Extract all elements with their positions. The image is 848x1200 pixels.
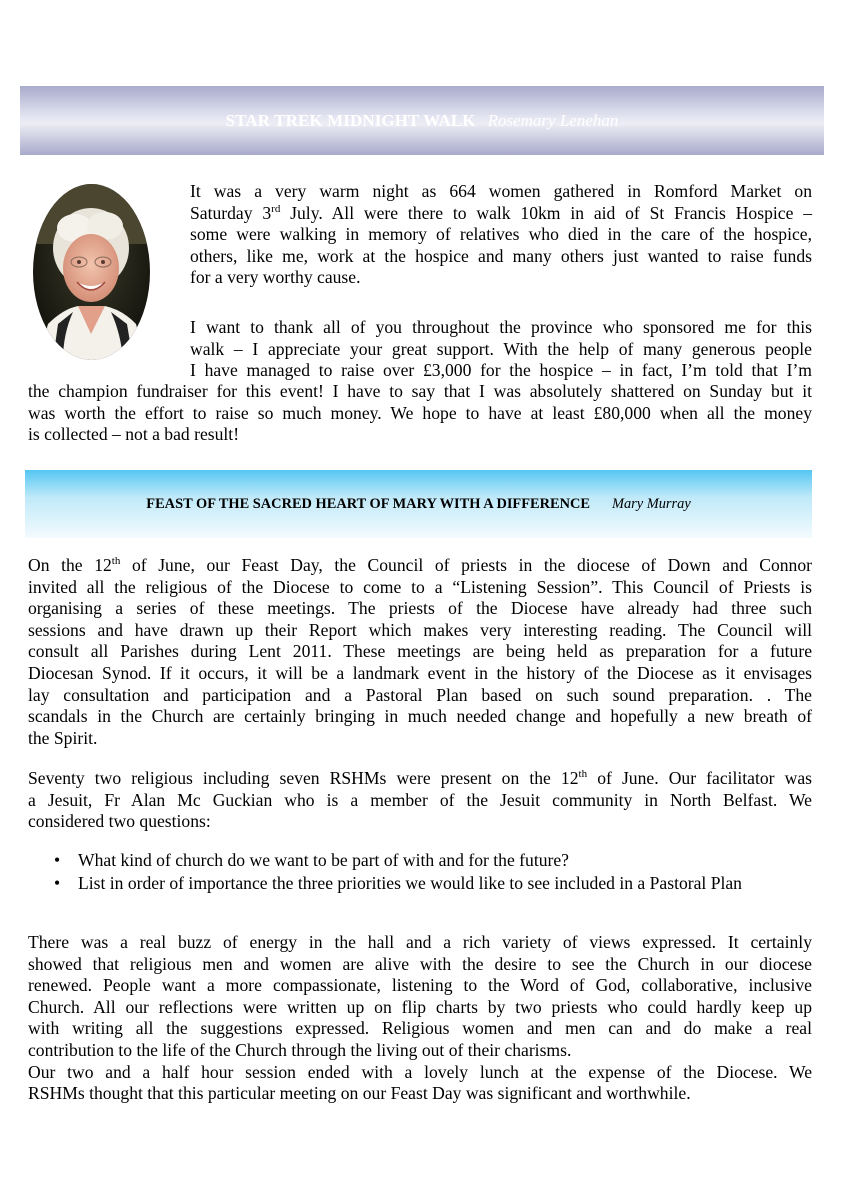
text-line: invited all the religious of the Diocese to come to a “Listening Session”. This Council of Priests is	[28, 576, 812, 597]
text-line: showed that religious men and women are alive with the desire to see the Church in our diocese	[28, 953, 812, 974]
text-fragment: of June, our Feast Day, the Council of priests in the diocese of Down and Connor	[120, 555, 812, 575]
text-line: considered two questions:	[28, 811, 211, 832]
questions-list	[50, 850, 812, 895]
superscript: th	[578, 768, 588, 781]
paragraph-intro	[190, 181, 812, 289]
text-line: is collected – not a bad result!	[28, 424, 240, 445]
text-line: It was a very warm night as 664 women gathered in Romford Market on	[190, 181, 812, 201]
paragraph-feast-day	[28, 555, 812, 749]
list-item	[50, 850, 812, 872]
paragraph-discussion	[28, 932, 812, 1105]
section-banner-star-trek	[20, 86, 824, 155]
list-item-text: List in order of importance the three priorities we would like to see included in a Pastoral Plan	[78, 872, 742, 893]
superscript: th	[111, 555, 121, 568]
text-line: consult all Parishes during Lent 2011. These meetings are being held as preparation for a future	[28, 641, 812, 662]
text-line: was worth the effort to raise so much money. We hope to have at least £80,000 when all the money	[28, 402, 812, 423]
list-item	[50, 873, 778, 895]
text-line: Diocesan Synod. If it occurs, it will be a landmark event in the history of the Diocese as it envisages	[28, 662, 812, 683]
text-line: lay consultation and participation and a Pastoral Plan based on such sound preparation. . The	[28, 684, 812, 705]
text-line: with writing all the suggestions expressed. Religious women and men can and do make a real	[28, 1018, 812, 1039]
text-line	[190, 203, 812, 225]
bullet-icon: •	[54, 872, 61, 893]
text-fragment: July. All were there to walk 10km in aid of St Francis Hospice –	[280, 202, 812, 223]
text-line: for a very worthy cause.	[190, 267, 361, 288]
paragraph-attendance	[28, 768, 812, 833]
text-line	[28, 768, 812, 790]
text-line: the Spirit.	[28, 727, 98, 748]
text-fragment: On the 12	[28, 555, 112, 575]
bullet-icon: •	[54, 850, 61, 870]
section-author: Mary Murray	[611, 495, 691, 512]
text-line: a Jesuit, Fr Alan Mc Guckian who is a member of the Jesuit community in North Belfast. We	[28, 789, 812, 810]
text-line: others, like me, work at the hospice and many others just wanted to raise funds	[190, 245, 812, 266]
text-line: There was a real buzz of energy in the hall and a rich variety of views expressed. It certainly	[28, 932, 812, 952]
text-line: the champion fundraiser for this event! I have to say that I was absolutely shattered on Sunday but it	[28, 381, 812, 401]
text-line: scandals in the Church are certainly bringing in much needed change and hopefully a new breath of	[28, 706, 812, 727]
superscript: rd	[271, 202, 281, 215]
text-line: Church. All our reflections were written up on flip charts by two priests who could hardly keep up	[28, 996, 812, 1017]
text-line: walk – I appreciate your great support. With the help of many generous people	[190, 338, 812, 359]
text-line: organising a series of these meetings. The priests of the Diocese have already had three such	[28, 598, 812, 619]
text-fragment: of June. Our facilitator was	[587, 768, 812, 788]
text-line: sessions and have drawn up their Report which makes very interesting reading. The Council will	[28, 619, 812, 640]
section-title: STAR TREK MIDNIGHT WALK	[225, 110, 476, 130]
text-fragment: Seventy two religious including seven RSHMs were present on the 12	[28, 768, 579, 788]
paragraph-thanks	[190, 317, 812, 382]
text-line: Our two and a half hour session ended with a lovely lunch at the expense of the Diocese. We	[28, 1061, 812, 1082]
text-line: I have managed to raise over £3,000 for the hospice – in fact, I’m told that I’m	[190, 360, 812, 381]
text-line: RSHMs thought that this particular meeting on our Feast Day was significant and worthwhile.	[28, 1083, 691, 1104]
list-item-text: What kind of church do we want to be part of with and for the future?	[78, 850, 569, 870]
text-line: renewed. People want a more compassionate, listening to the Word of God, collaborative, inclusive	[28, 975, 812, 996]
text-fragment: Saturday 3	[190, 202, 272, 223]
portrait-photo	[33, 184, 150, 360]
text-line: I want to thank all of you throughout the province who sponsored me for this	[190, 317, 812, 337]
text-line: contribution to the life of the Church through the living out of their charisms.	[28, 1039, 572, 1060]
paragraph-thanks-continued	[28, 381, 812, 446]
section-title: FEAST OF THE SACRED HEART OF MARY WITH A DIFFERENCE	[146, 495, 590, 512]
section-author: Rosemary Lenehan	[487, 110, 619, 130]
text-line	[28, 555, 812, 577]
text-line: some were walking in memory of relatives who died in the care of the hospice,	[190, 224, 812, 245]
section-banner-feast	[25, 470, 812, 538]
portrait-icon	[33, 184, 150, 360]
